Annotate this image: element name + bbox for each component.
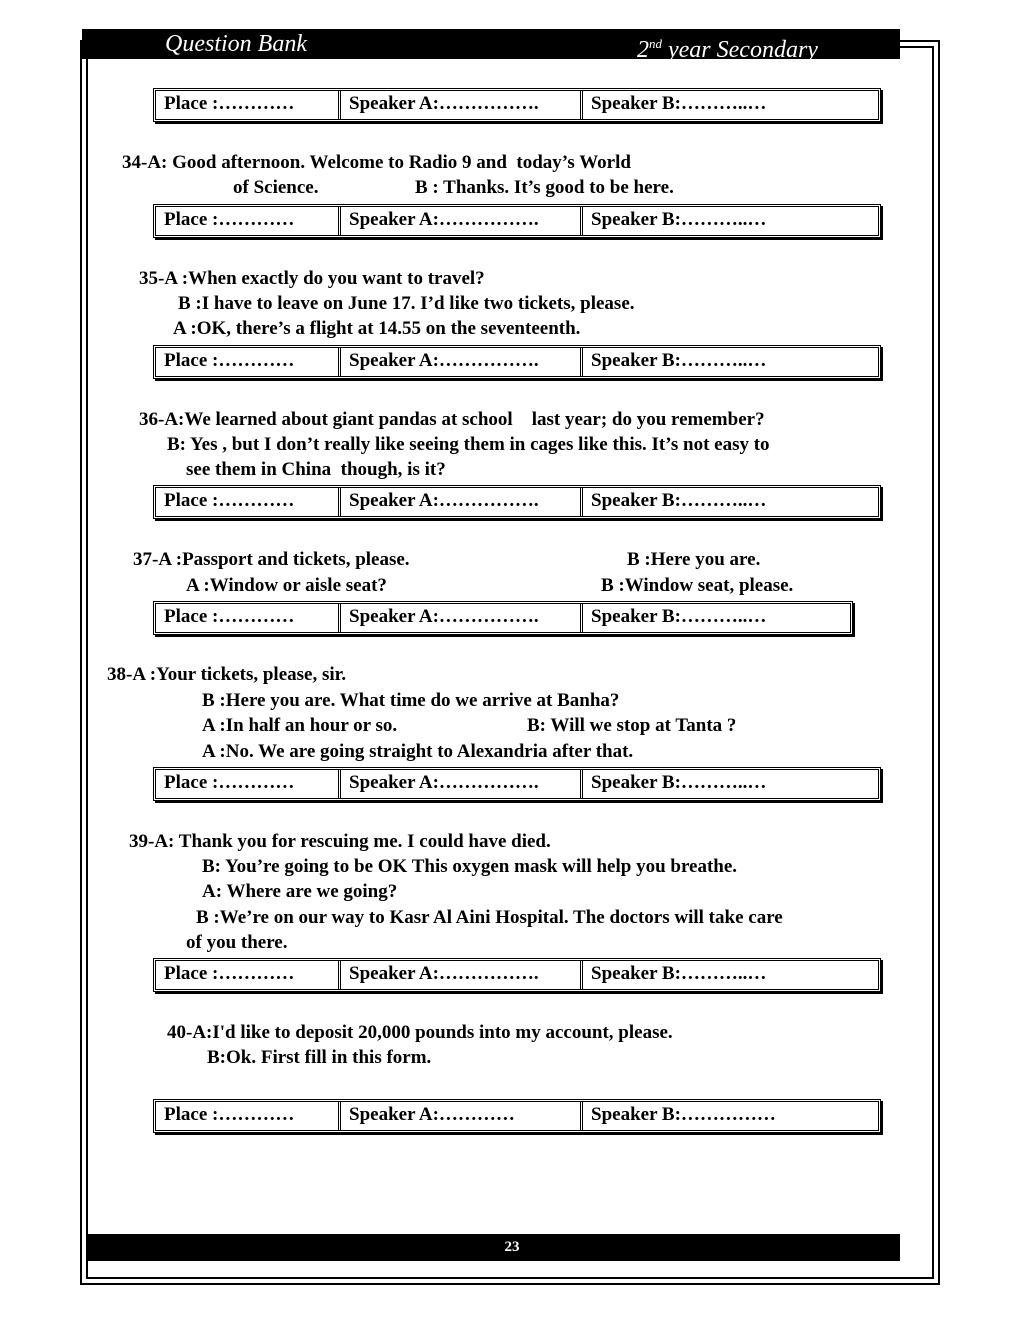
speaker-a-field[interactable]: Speaker A:…………….	[341, 604, 583, 632]
dialogue-line: 40-A:I'd like to deposit 20,000 pounds into my account, please.	[167, 1022, 673, 1043]
speaker-b-field[interactable]: Speaker B:………..…	[591, 490, 767, 511]
answer-box	[153, 767, 881, 801]
speaker-b-field[interactable]: Speaker B:………..…	[591, 606, 767, 627]
dialogue-line: A :Window or aisle seat?	[186, 575, 387, 596]
answer-box	[153, 485, 881, 519]
dialogue-line: B:Ok. First fill in this form.	[207, 1047, 432, 1068]
header-title: Question Bank	[165, 31, 307, 57]
dialogue-line: A :OK, there’s a flight at 14.55 on the seventeenth.	[173, 318, 581, 339]
answer-box	[153, 958, 881, 992]
place-field[interactable]: Place :…………	[156, 1102, 341, 1130]
place-field[interactable]: Place :…………	[156, 770, 341, 798]
speaker-a-field[interactable]: Speaker A:…………….	[341, 207, 583, 235]
speaker-a-field[interactable]: Speaker A:…………	[341, 1102, 583, 1130]
speaker-b-field[interactable]: Speaker B:……………	[591, 1104, 776, 1125]
speaker-a-field[interactable]: Speaker A:…………….	[341, 488, 583, 516]
dialogue-line: B: Will we stop at Tanta ?	[527, 715, 737, 736]
answer-box	[153, 1099, 881, 1133]
speaker-b-field[interactable]: Speaker B:………..…	[591, 93, 767, 114]
answer-box	[153, 88, 881, 122]
dialogue-line: 36-A:We learned about giant pandas at school last year; do you remember?	[139, 409, 765, 430]
dialogue-line: B :I have to leave on June 17. I’d like two tickets, please.	[178, 293, 635, 314]
speaker-b-field[interactable]: Speaker B:………..…	[591, 350, 767, 371]
speaker-a-field[interactable]: Speaker A:…………….	[341, 770, 583, 798]
speaker-b-field[interactable]: Speaker B:………..…	[591, 772, 767, 793]
dialogue-line: B: Yes , but I don’t really like seeing them in cages like this. It’s not easy to	[167, 434, 770, 455]
place-field[interactable]: Place :…………	[156, 488, 341, 516]
speaker-a-field[interactable]: Speaker A:…………….	[341, 348, 583, 376]
dialogue-line: of Science.	[233, 177, 319, 198]
dialogue-line: A :In half an hour or so.	[202, 715, 398, 736]
answer-box	[153, 204, 881, 238]
header-grade-sup: nd	[649, 36, 662, 51]
speaker-a-field[interactable]: Speaker A:…………….	[341, 961, 583, 989]
header-grade-prefix: 2	[637, 37, 649, 63]
dialogue-line: 37-A :Passport and tickets, please.	[133, 549, 410, 570]
dialogue-line: B :Here you are. What time do we arrive at Banha?	[202, 690, 620, 711]
header-grade	[637, 29, 818, 63]
dialogue-line: see them in China though, is it?	[186, 459, 446, 480]
place-field[interactable]: Place :…………	[156, 961, 341, 989]
dialogue-line: B :We’re on our way to Kasr Al Aini Hospital. The doctors will take care	[196, 907, 783, 928]
speaker-b-field[interactable]: Speaker B:………..…	[591, 209, 767, 230]
dialogue-line: A: Where are we going?	[202, 881, 398, 902]
dialogue-line: B : Thanks. It’s good to be here.	[415, 177, 674, 198]
page-number: 23	[504, 1239, 520, 1255]
dialogue-line: B :Window seat, please.	[601, 575, 794, 596]
place-field[interactable]: Place :…………	[156, 348, 341, 376]
place-field[interactable]: Place :…………	[156, 207, 341, 235]
dialogue-line: of you there.	[186, 932, 288, 953]
answer-box	[153, 345, 881, 379]
answer-box	[153, 601, 853, 635]
dialogue-line: 35-A :When exactly do you want to travel?	[139, 268, 485, 289]
place-field[interactable]: Place :…………	[156, 91, 341, 119]
dialogue-line: 38-A :Your tickets, please, sir.	[107, 664, 347, 685]
dialogue-line: 34-A: Good afternoon. Welcome to Radio 9 and today’s World	[122, 152, 631, 173]
dialogue-line: A :No. We are going straight to Alexandria after that.	[202, 741, 634, 762]
dialogue-line: 39-A: Thank you for rescuing me. I could have died.	[129, 831, 551, 852]
speaker-b-field[interactable]: Speaker B:………..…	[591, 963, 767, 984]
header-grade-suffix: year Secondary	[662, 37, 818, 63]
place-field[interactable]: Place :…………	[156, 604, 341, 632]
dialogue-line: B :Here you are.	[627, 549, 761, 570]
speaker-a-field[interactable]: Speaker A:…………….	[341, 91, 583, 119]
dialogue-line: B: You’re going to be OK This oxygen mask will help you breathe.	[202, 856, 738, 877]
